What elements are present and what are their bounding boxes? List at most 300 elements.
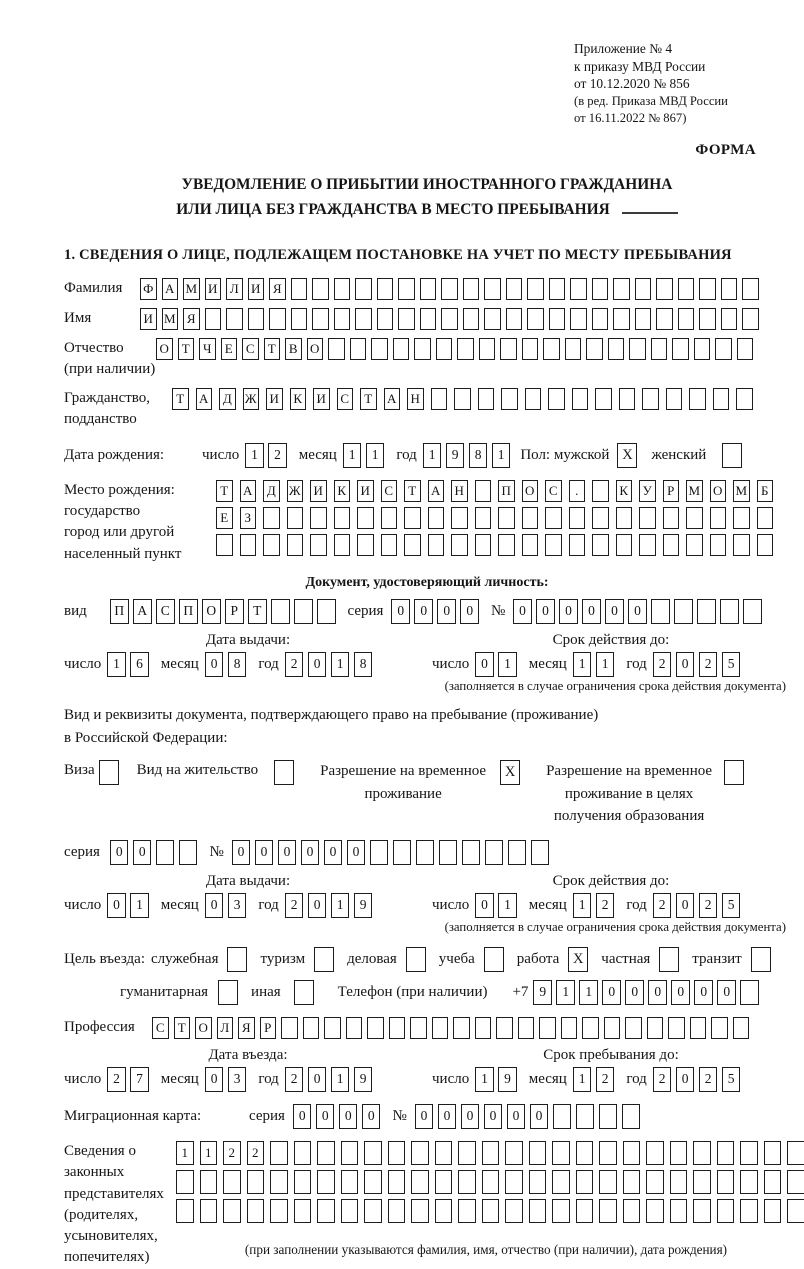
char-cell[interactable]: 1 xyxy=(200,1141,218,1165)
char-cell[interactable]: . xyxy=(569,480,586,502)
char-cell[interactable] xyxy=(699,308,716,330)
checkbox-rvp[interactable]: X xyxy=(500,760,520,785)
char-cell[interactable] xyxy=(570,308,587,330)
char-cell[interactable]: Т xyxy=(216,480,233,502)
char-cell[interactable] xyxy=(576,1170,594,1194)
char-cell[interactable] xyxy=(334,507,351,529)
char-cell[interactable] xyxy=(357,507,374,529)
char-cell[interactable]: 0 xyxy=(582,599,601,624)
char-cell[interactable] xyxy=(674,599,693,624)
char-cell[interactable] xyxy=(431,388,448,410)
char-cell[interactable]: 0 xyxy=(133,840,152,865)
char-cell[interactable]: С xyxy=(337,388,354,410)
char-cell[interactable]: 0 xyxy=(461,1104,480,1129)
char-cell[interactable]: 9 xyxy=(446,443,465,468)
char-cell[interactable]: Т xyxy=(178,338,195,360)
char-cell[interactable]: 1 xyxy=(579,980,598,1005)
char-cell[interactable]: 1 xyxy=(107,652,126,677)
char-cell[interactable] xyxy=(498,507,515,529)
char-cell[interactable] xyxy=(592,480,609,502)
char-cell[interactable] xyxy=(475,480,492,502)
char-cell[interactable] xyxy=(531,840,550,865)
char-cell[interactable] xyxy=(740,980,759,1005)
char-cell[interactable] xyxy=(341,1141,359,1165)
char-cell[interactable] xyxy=(462,840,481,865)
char-cell[interactable]: 0 xyxy=(605,599,624,624)
char-cell[interactable]: О xyxy=(307,338,324,360)
char-cell[interactable] xyxy=(324,1017,341,1039)
char-cell[interactable]: 0 xyxy=(475,652,494,677)
char-cell[interactable]: 1 xyxy=(366,443,385,468)
char-cell[interactable]: 0 xyxy=(107,893,126,918)
char-cell[interactable] xyxy=(482,1141,500,1165)
char-cell[interactable] xyxy=(441,308,458,330)
char-cell[interactable]: Ж xyxy=(243,388,260,410)
char-cell[interactable] xyxy=(595,388,612,410)
char-cell[interactable] xyxy=(570,278,587,300)
char-cell[interactable] xyxy=(740,1170,758,1194)
char-cell[interactable]: 0 xyxy=(484,1104,503,1129)
char-cell[interactable] xyxy=(787,1141,804,1165)
char-cell[interactable] xyxy=(463,278,480,300)
char-cell[interactable]: 0 xyxy=(391,599,410,624)
char-cell[interactable] xyxy=(576,1104,595,1129)
char-cell[interactable] xyxy=(787,1199,804,1223)
char-cell[interactable] xyxy=(411,1170,429,1194)
char-cell[interactable]: С xyxy=(381,480,398,502)
char-cell[interactable]: 0 xyxy=(347,840,366,865)
char-cell[interactable]: 1 xyxy=(130,893,149,918)
char-cell[interactable] xyxy=(721,278,738,300)
char-cell[interactable] xyxy=(592,308,609,330)
char-cell[interactable]: 2 xyxy=(107,1067,126,1092)
char-cell[interactable] xyxy=(733,534,750,556)
char-cell[interactable]: 0 xyxy=(513,599,532,624)
char-cell[interactable] xyxy=(529,1141,547,1165)
char-cell[interactable] xyxy=(364,1199,382,1223)
checkbox-tranzit[interactable] xyxy=(751,947,771,972)
char-cell[interactable] xyxy=(485,840,504,865)
char-cell[interactable] xyxy=(389,1017,406,1039)
char-cell[interactable] xyxy=(458,1170,476,1194)
char-cell[interactable] xyxy=(501,388,518,410)
char-cell[interactable] xyxy=(205,308,222,330)
char-cell[interactable] xyxy=(176,1199,194,1223)
char-cell[interactable] xyxy=(479,338,496,360)
char-cell[interactable] xyxy=(310,534,327,556)
char-cell[interactable] xyxy=(271,599,290,624)
char-cell[interactable] xyxy=(670,1199,688,1223)
char-cell[interactable] xyxy=(317,1199,335,1223)
char-cell[interactable] xyxy=(613,308,630,330)
char-cell[interactable] xyxy=(411,1141,429,1165)
char-cell[interactable]: Д xyxy=(219,388,236,410)
char-cell[interactable] xyxy=(432,1017,449,1039)
char-cell[interactable]: 0 xyxy=(460,599,479,624)
char-cell[interactable] xyxy=(496,1017,513,1039)
char-cell[interactable] xyxy=(270,1170,288,1194)
char-cell[interactable]: 1 xyxy=(423,443,442,468)
char-cell[interactable]: Ф xyxy=(140,278,157,300)
char-cell[interactable]: Т xyxy=(360,388,377,410)
char-cell[interactable] xyxy=(629,338,646,360)
char-cell[interactable] xyxy=(294,1170,312,1194)
char-cell[interactable]: 0 xyxy=(205,652,224,677)
char-cell[interactable]: К xyxy=(334,480,351,502)
char-cell[interactable]: 0 xyxy=(717,980,736,1005)
char-cell[interactable] xyxy=(216,534,233,556)
char-cell[interactable] xyxy=(527,278,544,300)
char-cell[interactable]: Т xyxy=(404,480,421,502)
char-cell[interactable]: О xyxy=(522,480,539,502)
char-cell[interactable] xyxy=(764,1170,782,1194)
char-cell[interactable] xyxy=(248,308,265,330)
char-cell[interactable]: Е xyxy=(216,507,233,529)
char-cell[interactable] xyxy=(475,1017,492,1039)
char-cell[interactable] xyxy=(569,534,586,556)
checkbox-visa[interactable] xyxy=(99,760,119,785)
checkbox-chastnaya[interactable] xyxy=(659,947,679,972)
char-cell[interactable] xyxy=(226,308,243,330)
char-cell[interactable]: Т xyxy=(172,388,189,410)
char-cell[interactable]: 1 xyxy=(176,1141,194,1165)
char-cell[interactable] xyxy=(672,338,689,360)
char-cell[interactable] xyxy=(545,507,562,529)
char-cell[interactable]: 0 xyxy=(671,980,690,1005)
char-cell[interactable] xyxy=(697,599,716,624)
char-cell[interactable] xyxy=(410,1017,427,1039)
char-cell[interactable]: В xyxy=(285,338,302,360)
char-cell[interactable] xyxy=(350,338,367,360)
char-cell[interactable] xyxy=(355,308,372,330)
char-cell[interactable] xyxy=(291,278,308,300)
char-cell[interactable]: О xyxy=(195,1017,212,1039)
char-cell[interactable] xyxy=(623,1199,641,1223)
char-cell[interactable] xyxy=(334,308,351,330)
char-cell[interactable]: 0 xyxy=(301,840,320,865)
char-cell[interactable] xyxy=(435,1199,453,1223)
char-cell[interactable] xyxy=(693,1141,711,1165)
checkbox-delovaya[interactable] xyxy=(406,947,426,972)
char-cell[interactable]: 2 xyxy=(596,893,615,918)
char-cell[interactable]: 1 xyxy=(498,652,517,677)
char-cell[interactable]: 1 xyxy=(331,1067,350,1092)
char-cell[interactable] xyxy=(247,1170,265,1194)
char-cell[interactable]: С xyxy=(545,480,562,502)
char-cell[interactable] xyxy=(294,1141,312,1165)
char-cell[interactable] xyxy=(651,338,668,360)
char-cell[interactable] xyxy=(454,388,471,410)
char-cell[interactable] xyxy=(388,1170,406,1194)
char-cell[interactable]: 0 xyxy=(628,599,647,624)
char-cell[interactable]: И xyxy=(313,388,330,410)
char-cell[interactable]: 2 xyxy=(596,1067,615,1092)
char-cell[interactable] xyxy=(757,507,774,529)
char-cell[interactable]: У xyxy=(639,480,656,502)
char-cell[interactable]: Р xyxy=(663,480,680,502)
char-cell[interactable]: 0 xyxy=(308,893,327,918)
char-cell[interactable]: М xyxy=(686,480,703,502)
char-cell[interactable] xyxy=(453,1017,470,1039)
char-cell[interactable] xyxy=(156,840,175,865)
char-cell[interactable]: 0 xyxy=(293,1104,312,1129)
char-cell[interactable]: Е xyxy=(221,338,238,360)
char-cell[interactable] xyxy=(721,308,738,330)
char-cell[interactable] xyxy=(639,534,656,556)
char-cell[interactable] xyxy=(737,338,754,360)
char-cell[interactable] xyxy=(484,308,501,330)
char-cell[interactable]: Я xyxy=(238,1017,255,1039)
char-cell[interactable] xyxy=(572,388,589,410)
char-cell[interactable]: И xyxy=(357,480,374,502)
char-cell[interactable] xyxy=(478,388,495,410)
char-cell[interactable] xyxy=(317,1170,335,1194)
char-cell[interactable] xyxy=(711,1017,728,1039)
char-cell[interactable] xyxy=(663,507,680,529)
char-cell[interactable]: 2 xyxy=(285,893,304,918)
char-cell[interactable] xyxy=(263,507,280,529)
char-cell[interactable] xyxy=(500,338,517,360)
char-cell[interactable] xyxy=(710,507,727,529)
char-cell[interactable] xyxy=(393,840,412,865)
char-cell[interactable] xyxy=(414,338,431,360)
char-cell[interactable]: 0 xyxy=(324,840,343,865)
char-cell[interactable] xyxy=(613,278,630,300)
char-cell[interactable] xyxy=(592,507,609,529)
char-cell[interactable] xyxy=(686,534,703,556)
char-cell[interactable] xyxy=(317,599,336,624)
char-cell[interactable] xyxy=(428,507,445,529)
char-cell[interactable]: П xyxy=(179,599,198,624)
char-cell[interactable] xyxy=(458,1199,476,1223)
char-cell[interactable]: 2 xyxy=(247,1141,265,1165)
char-cell[interactable] xyxy=(656,278,673,300)
char-cell[interactable] xyxy=(604,1017,621,1039)
char-cell[interactable] xyxy=(435,1170,453,1194)
char-cell[interactable]: А xyxy=(133,599,152,624)
char-cell[interactable] xyxy=(592,278,609,300)
char-cell[interactable]: 0 xyxy=(110,840,129,865)
char-cell[interactable] xyxy=(334,534,351,556)
char-cell[interactable] xyxy=(441,278,458,300)
char-cell[interactable] xyxy=(622,1104,641,1129)
char-cell[interactable] xyxy=(420,278,437,300)
char-cell[interactable] xyxy=(616,507,633,529)
char-cell[interactable] xyxy=(625,1017,642,1039)
char-cell[interactable] xyxy=(545,534,562,556)
char-cell[interactable] xyxy=(787,1170,804,1194)
char-cell[interactable] xyxy=(416,840,435,865)
char-cell[interactable]: 0 xyxy=(530,1104,549,1129)
char-cell[interactable] xyxy=(475,534,492,556)
char-cell[interactable]: 1 xyxy=(475,1067,494,1092)
char-cell[interactable] xyxy=(381,534,398,556)
char-cell[interactable] xyxy=(670,1170,688,1194)
char-cell[interactable] xyxy=(552,1141,570,1165)
char-cell[interactable]: 1 xyxy=(573,652,592,677)
char-cell[interactable]: 2 xyxy=(653,652,672,677)
char-cell[interactable] xyxy=(176,1170,194,1194)
char-cell[interactable] xyxy=(522,534,539,556)
char-cell[interactable] xyxy=(646,1141,664,1165)
char-cell[interactable] xyxy=(388,1141,406,1165)
char-cell[interactable]: 2 xyxy=(653,893,672,918)
char-cell[interactable] xyxy=(623,1141,641,1165)
char-cell[interactable] xyxy=(341,1170,359,1194)
char-cell[interactable]: 8 xyxy=(228,652,247,677)
char-cell[interactable] xyxy=(527,308,544,330)
char-cell[interactable] xyxy=(543,338,560,360)
char-cell[interactable] xyxy=(623,1170,641,1194)
checkbox-female[interactable] xyxy=(722,443,742,468)
char-cell[interactable] xyxy=(740,1199,758,1223)
char-cell[interactable] xyxy=(436,338,453,360)
char-cell[interactable]: О xyxy=(156,338,173,360)
char-cell[interactable]: 1 xyxy=(331,652,350,677)
char-cell[interactable] xyxy=(690,1017,707,1039)
char-cell[interactable]: Н xyxy=(451,480,468,502)
char-cell[interactable] xyxy=(263,534,280,556)
char-cell[interactable]: 0 xyxy=(278,840,297,865)
char-cell[interactable]: 8 xyxy=(354,652,373,677)
char-cell[interactable] xyxy=(757,534,774,556)
char-cell[interactable] xyxy=(670,1141,688,1165)
char-cell[interactable] xyxy=(341,1199,359,1223)
char-cell[interactable] xyxy=(529,1199,547,1223)
char-cell[interactable] xyxy=(377,278,394,300)
char-cell[interactable] xyxy=(764,1199,782,1223)
char-cell[interactable] xyxy=(223,1199,241,1223)
char-cell[interactable]: 2 xyxy=(223,1141,241,1165)
char-cell[interactable] xyxy=(678,278,695,300)
char-cell[interactable] xyxy=(381,507,398,529)
char-cell[interactable]: 1 xyxy=(331,893,350,918)
char-cell[interactable]: М xyxy=(162,308,179,330)
char-cell[interactable]: 0 xyxy=(536,599,555,624)
char-cell[interactable] xyxy=(482,1199,500,1223)
char-cell[interactable] xyxy=(642,388,659,410)
char-cell[interactable]: 3 xyxy=(228,1067,247,1092)
char-cell[interactable]: Я xyxy=(183,308,200,330)
char-cell[interactable]: 0 xyxy=(507,1104,526,1129)
char-cell[interactable]: О xyxy=(202,599,221,624)
char-cell[interactable] xyxy=(699,278,716,300)
char-cell[interactable]: Р xyxy=(225,599,244,624)
char-cell[interactable] xyxy=(715,338,732,360)
checkbox-turizm[interactable] xyxy=(314,947,334,972)
char-cell[interactable] xyxy=(484,278,501,300)
char-cell[interactable] xyxy=(678,308,695,330)
char-cell[interactable] xyxy=(303,1017,320,1039)
char-cell[interactable] xyxy=(616,534,633,556)
char-cell[interactable]: 0 xyxy=(255,840,274,865)
char-cell[interactable] xyxy=(200,1170,218,1194)
char-cell[interactable] xyxy=(310,507,327,529)
char-cell[interactable] xyxy=(223,1170,241,1194)
char-cell[interactable] xyxy=(505,1199,523,1223)
char-cell[interactable]: И xyxy=(310,480,327,502)
char-cell[interactable]: 0 xyxy=(415,1104,434,1129)
char-cell[interactable] xyxy=(522,507,539,529)
checkbox-sluzhebnaya[interactable] xyxy=(227,947,247,972)
char-cell[interactable] xyxy=(463,308,480,330)
char-cell[interactable] xyxy=(646,1170,664,1194)
char-cell[interactable] xyxy=(281,1017,298,1039)
char-cell[interactable]: 9 xyxy=(354,893,373,918)
char-cell[interactable] xyxy=(582,1017,599,1039)
char-cell[interactable] xyxy=(599,1170,617,1194)
char-cell[interactable]: И xyxy=(266,388,283,410)
char-cell[interactable] xyxy=(693,1199,711,1223)
char-cell[interactable]: А xyxy=(384,388,401,410)
char-cell[interactable]: А xyxy=(162,278,179,300)
char-cell[interactable]: 9 xyxy=(354,1067,373,1092)
char-cell[interactable]: 9 xyxy=(533,980,552,1005)
char-cell[interactable] xyxy=(656,308,673,330)
char-cell[interactable]: С xyxy=(152,1017,169,1039)
char-cell[interactable] xyxy=(420,308,437,330)
checkbox-rabota[interactable]: X xyxy=(568,947,588,972)
checkbox-gumanitarnaya[interactable] xyxy=(218,980,238,1005)
checkbox-male[interactable]: X xyxy=(617,443,637,468)
char-cell[interactable]: 3 xyxy=(228,893,247,918)
char-cell[interactable]: 1 xyxy=(556,980,575,1005)
char-cell[interactable] xyxy=(312,278,329,300)
char-cell[interactable]: Л xyxy=(226,278,243,300)
char-cell[interactable]: 7 xyxy=(130,1067,149,1092)
char-cell[interactable] xyxy=(287,507,304,529)
char-cell[interactable]: 0 xyxy=(676,652,695,677)
char-cell[interactable] xyxy=(428,534,445,556)
char-cell[interactable] xyxy=(367,1017,384,1039)
char-cell[interactable] xyxy=(651,599,670,624)
char-cell[interactable]: А xyxy=(196,388,213,410)
char-cell[interactable]: 0 xyxy=(308,1067,327,1092)
char-cell[interactable]: 1 xyxy=(245,443,264,468)
char-cell[interactable]: 2 xyxy=(285,1067,304,1092)
char-cell[interactable] xyxy=(269,308,286,330)
char-cell[interactable]: 5 xyxy=(722,652,741,677)
char-cell[interactable] xyxy=(240,534,257,556)
char-cell[interactable] xyxy=(693,1170,711,1194)
char-cell[interactable] xyxy=(663,534,680,556)
char-cell[interactable]: М xyxy=(733,480,750,502)
char-cell[interactable] xyxy=(599,1141,617,1165)
char-cell[interactable] xyxy=(553,1104,572,1129)
char-cell[interactable] xyxy=(370,840,389,865)
char-cell[interactable]: 2 xyxy=(268,443,287,468)
char-cell[interactable] xyxy=(717,1141,735,1165)
char-cell[interactable]: 2 xyxy=(699,652,718,677)
char-cell[interactable]: И xyxy=(205,278,222,300)
char-cell[interactable] xyxy=(619,388,636,410)
char-cell[interactable] xyxy=(689,388,706,410)
char-cell[interactable]: 8 xyxy=(469,443,488,468)
char-cell[interactable]: И xyxy=(248,278,265,300)
char-cell[interactable]: А xyxy=(240,480,257,502)
char-cell[interactable] xyxy=(317,1141,335,1165)
char-cell[interactable]: 2 xyxy=(653,1067,672,1092)
char-cell[interactable] xyxy=(736,388,753,410)
char-cell[interactable] xyxy=(668,1017,685,1039)
char-cell[interactable]: О xyxy=(710,480,727,502)
char-cell[interactable] xyxy=(549,308,566,330)
char-cell[interactable]: 0 xyxy=(438,1104,457,1129)
char-cell[interactable] xyxy=(525,388,542,410)
char-cell[interactable] xyxy=(393,338,410,360)
char-cell[interactable] xyxy=(505,1141,523,1165)
char-cell[interactable]: А xyxy=(428,480,445,502)
